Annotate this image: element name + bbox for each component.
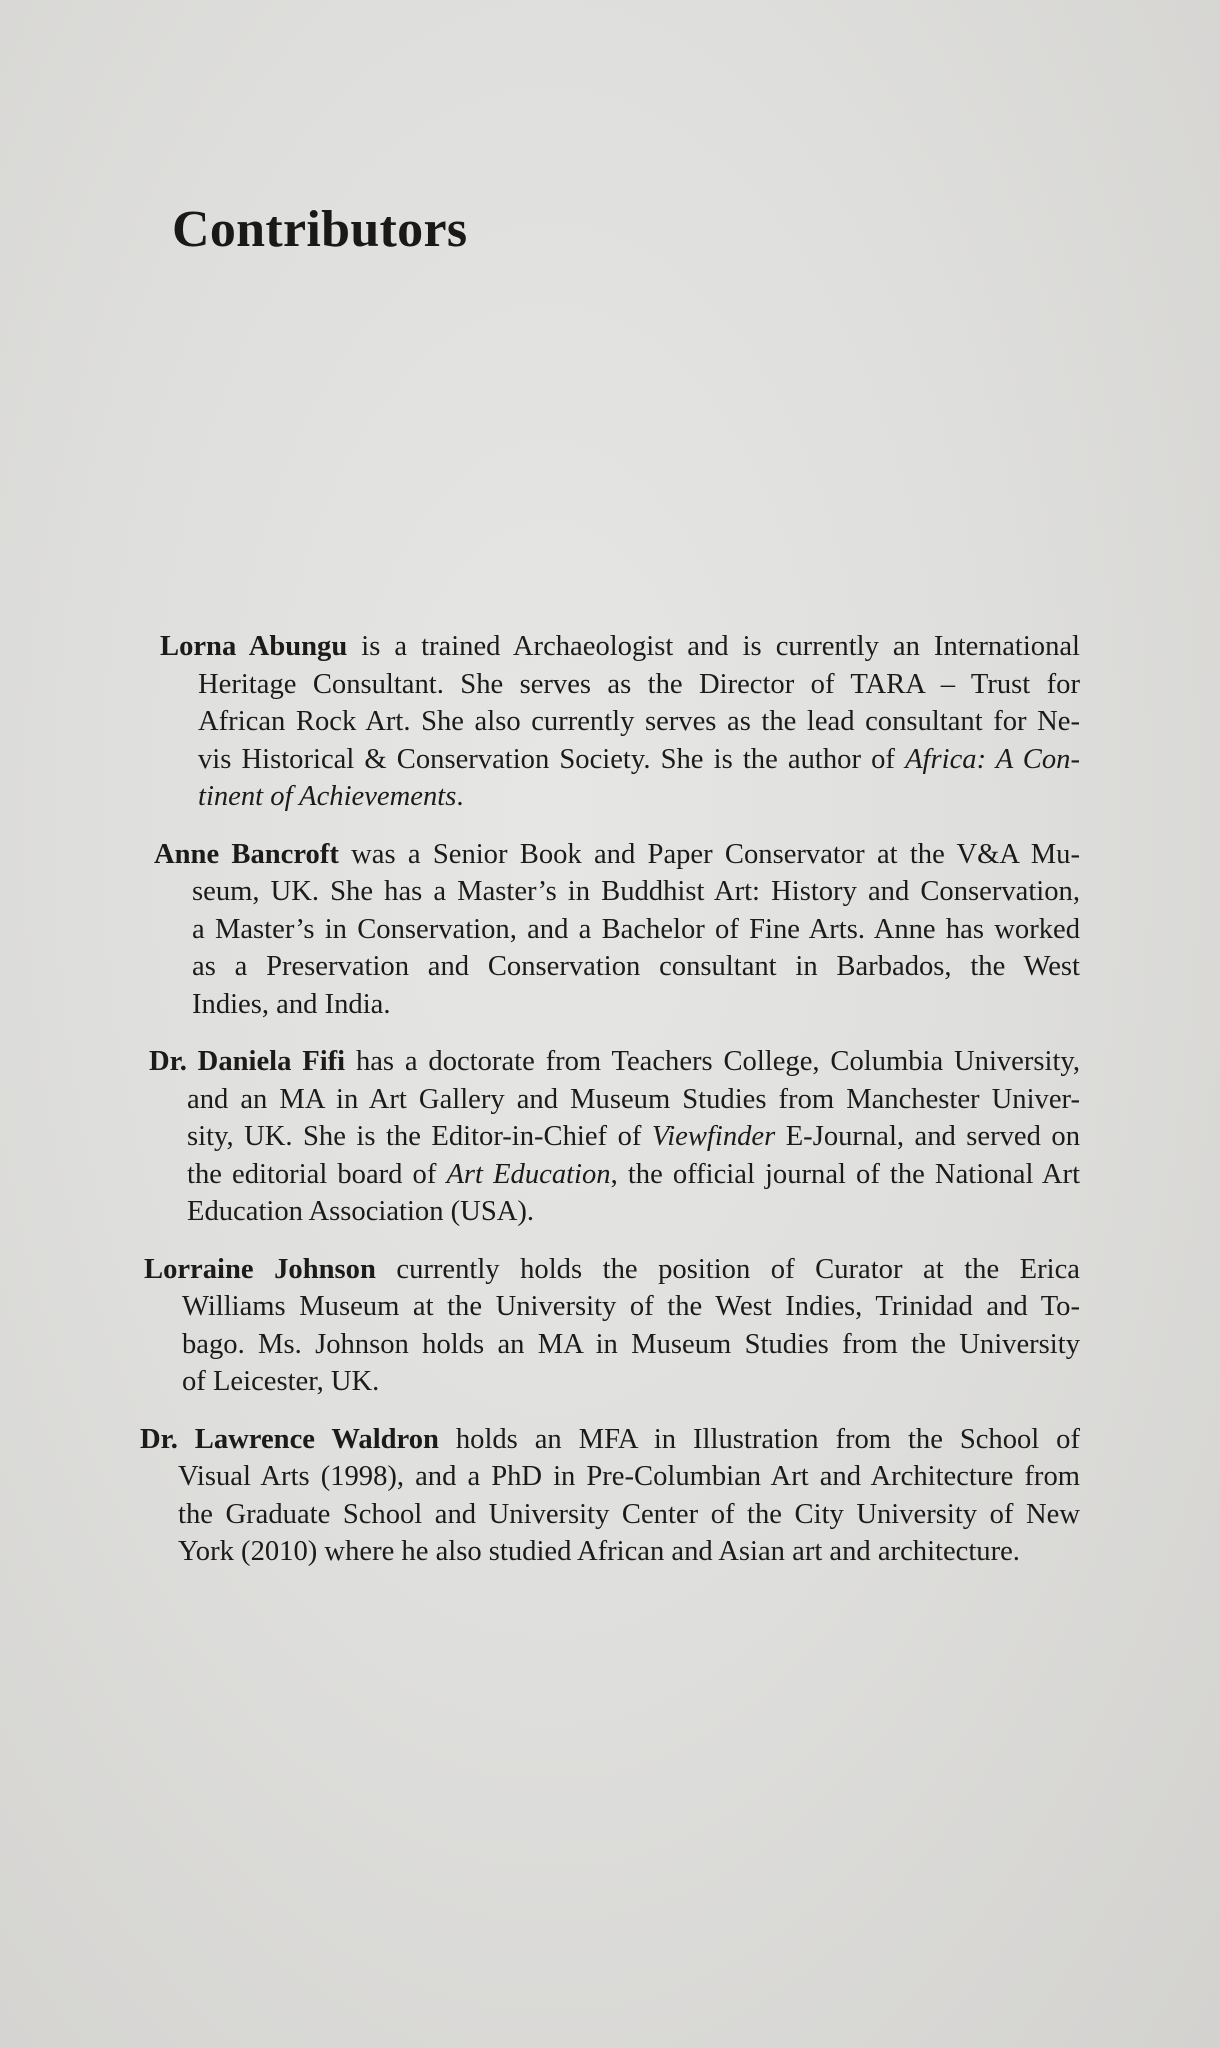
entry-line: of Leicester, UK.	[182, 1366, 380, 1397]
contributor-name: Lorna Abungu	[160, 631, 348, 662]
entry-line: bago. Ms. Johnson holds an MA in Museum Studies from the University	[182, 1328, 1080, 1360]
entry-line: seum, UK. She has a Master’s in Buddhist Art: History and Conservation,	[192, 876, 1080, 907]
contributors-list	[140, 628, 1080, 1591]
book-title: tinent of Achievements	[198, 781, 457, 812]
book-title: Africa: A Con-	[905, 743, 1080, 775]
entry-line: a Master’s in Conservation, and a Bachelor of Fine Arts. Anne has worked	[192, 913, 1080, 945]
journal-title: Art Education	[446, 1158, 611, 1190]
contributor-entry-fifi	[149, 1043, 1080, 1231]
contributor-entry-johnson	[144, 1251, 1080, 1401]
entry-line: African Rock Art. She also currently serves as the lead consultant for Ne-	[198, 706, 1080, 737]
entry-line: Dr. Daniela Fifi has a doctorate from Teachers College, Columbia University,	[149, 1046, 1081, 1077]
entry-line: Dr. Lawrence Waldron holds an MFA in Illustration from the School of	[140, 1423, 1080, 1455]
contributor-name: Lorraine Johnson	[144, 1253, 376, 1285]
entry-line: York (2010) where he also studied African and Asian art and architecture.	[178, 1536, 1020, 1567]
entry-line: as a Preservation and Conservation consultant in Barbados, the West	[192, 951, 1080, 982]
entry-line: the Graduate School and University Center of the City University of New	[178, 1498, 1080, 1530]
entry-line: Lorraine Johnson currently holds the position of Curator at the Erica	[144, 1253, 1080, 1285]
entry-line: sity, UK. She is the Editor-in-Chief of Viewfinder E-Journal, and served on	[187, 1121, 1080, 1152]
entry-line: tinent of Achievements.	[198, 781, 464, 812]
entry-line: Anne Bancroft was a Senior Book and Paper Conservator at the V&A Mu-	[154, 838, 1080, 870]
entry-line: the editorial board of Art Education, the official journal of the National Art	[187, 1158, 1081, 1190]
entry-line: Education Association (USA).	[187, 1196, 535, 1227]
entry-line: and an MA in Art Gallery and Museum Studies from Manchester Univer-	[187, 1083, 1080, 1115]
entry-line: Lorna Abungu is a trained Archaeologist and is currently an International	[160, 631, 1081, 662]
entry-line: Heritage Consultant. She serves as the Director of TARA – Trust for	[198, 668, 1080, 700]
contributor-name: Anne Bancroft	[154, 838, 339, 870]
contributor-entry-bancroft	[154, 836, 1080, 1024]
entry-line: Williams Museum at the University of the West Indies, Trinidad and To-	[182, 1291, 1080, 1322]
journal-title: Viewfinder	[651, 1121, 776, 1152]
entry-line: Indies, and India.	[192, 988, 391, 1020]
entry-line: vis Historical & Conservation Society. She is the author of Africa: A Con-	[198, 743, 1080, 775]
entry-line: Visual Arts (1998), and a PhD in Pre-Columbian Art and Architecture from	[178, 1461, 1080, 1492]
page-title: Contributors	[172, 201, 468, 258]
contributor-entry-abungu	[160, 628, 1080, 816]
contributor-name: Dr. Daniela Fifi	[149, 1046, 346, 1077]
contributor-entry-waldron	[140, 1421, 1080, 1571]
contributor-name: Dr. Lawrence Waldron	[140, 1423, 439, 1455]
